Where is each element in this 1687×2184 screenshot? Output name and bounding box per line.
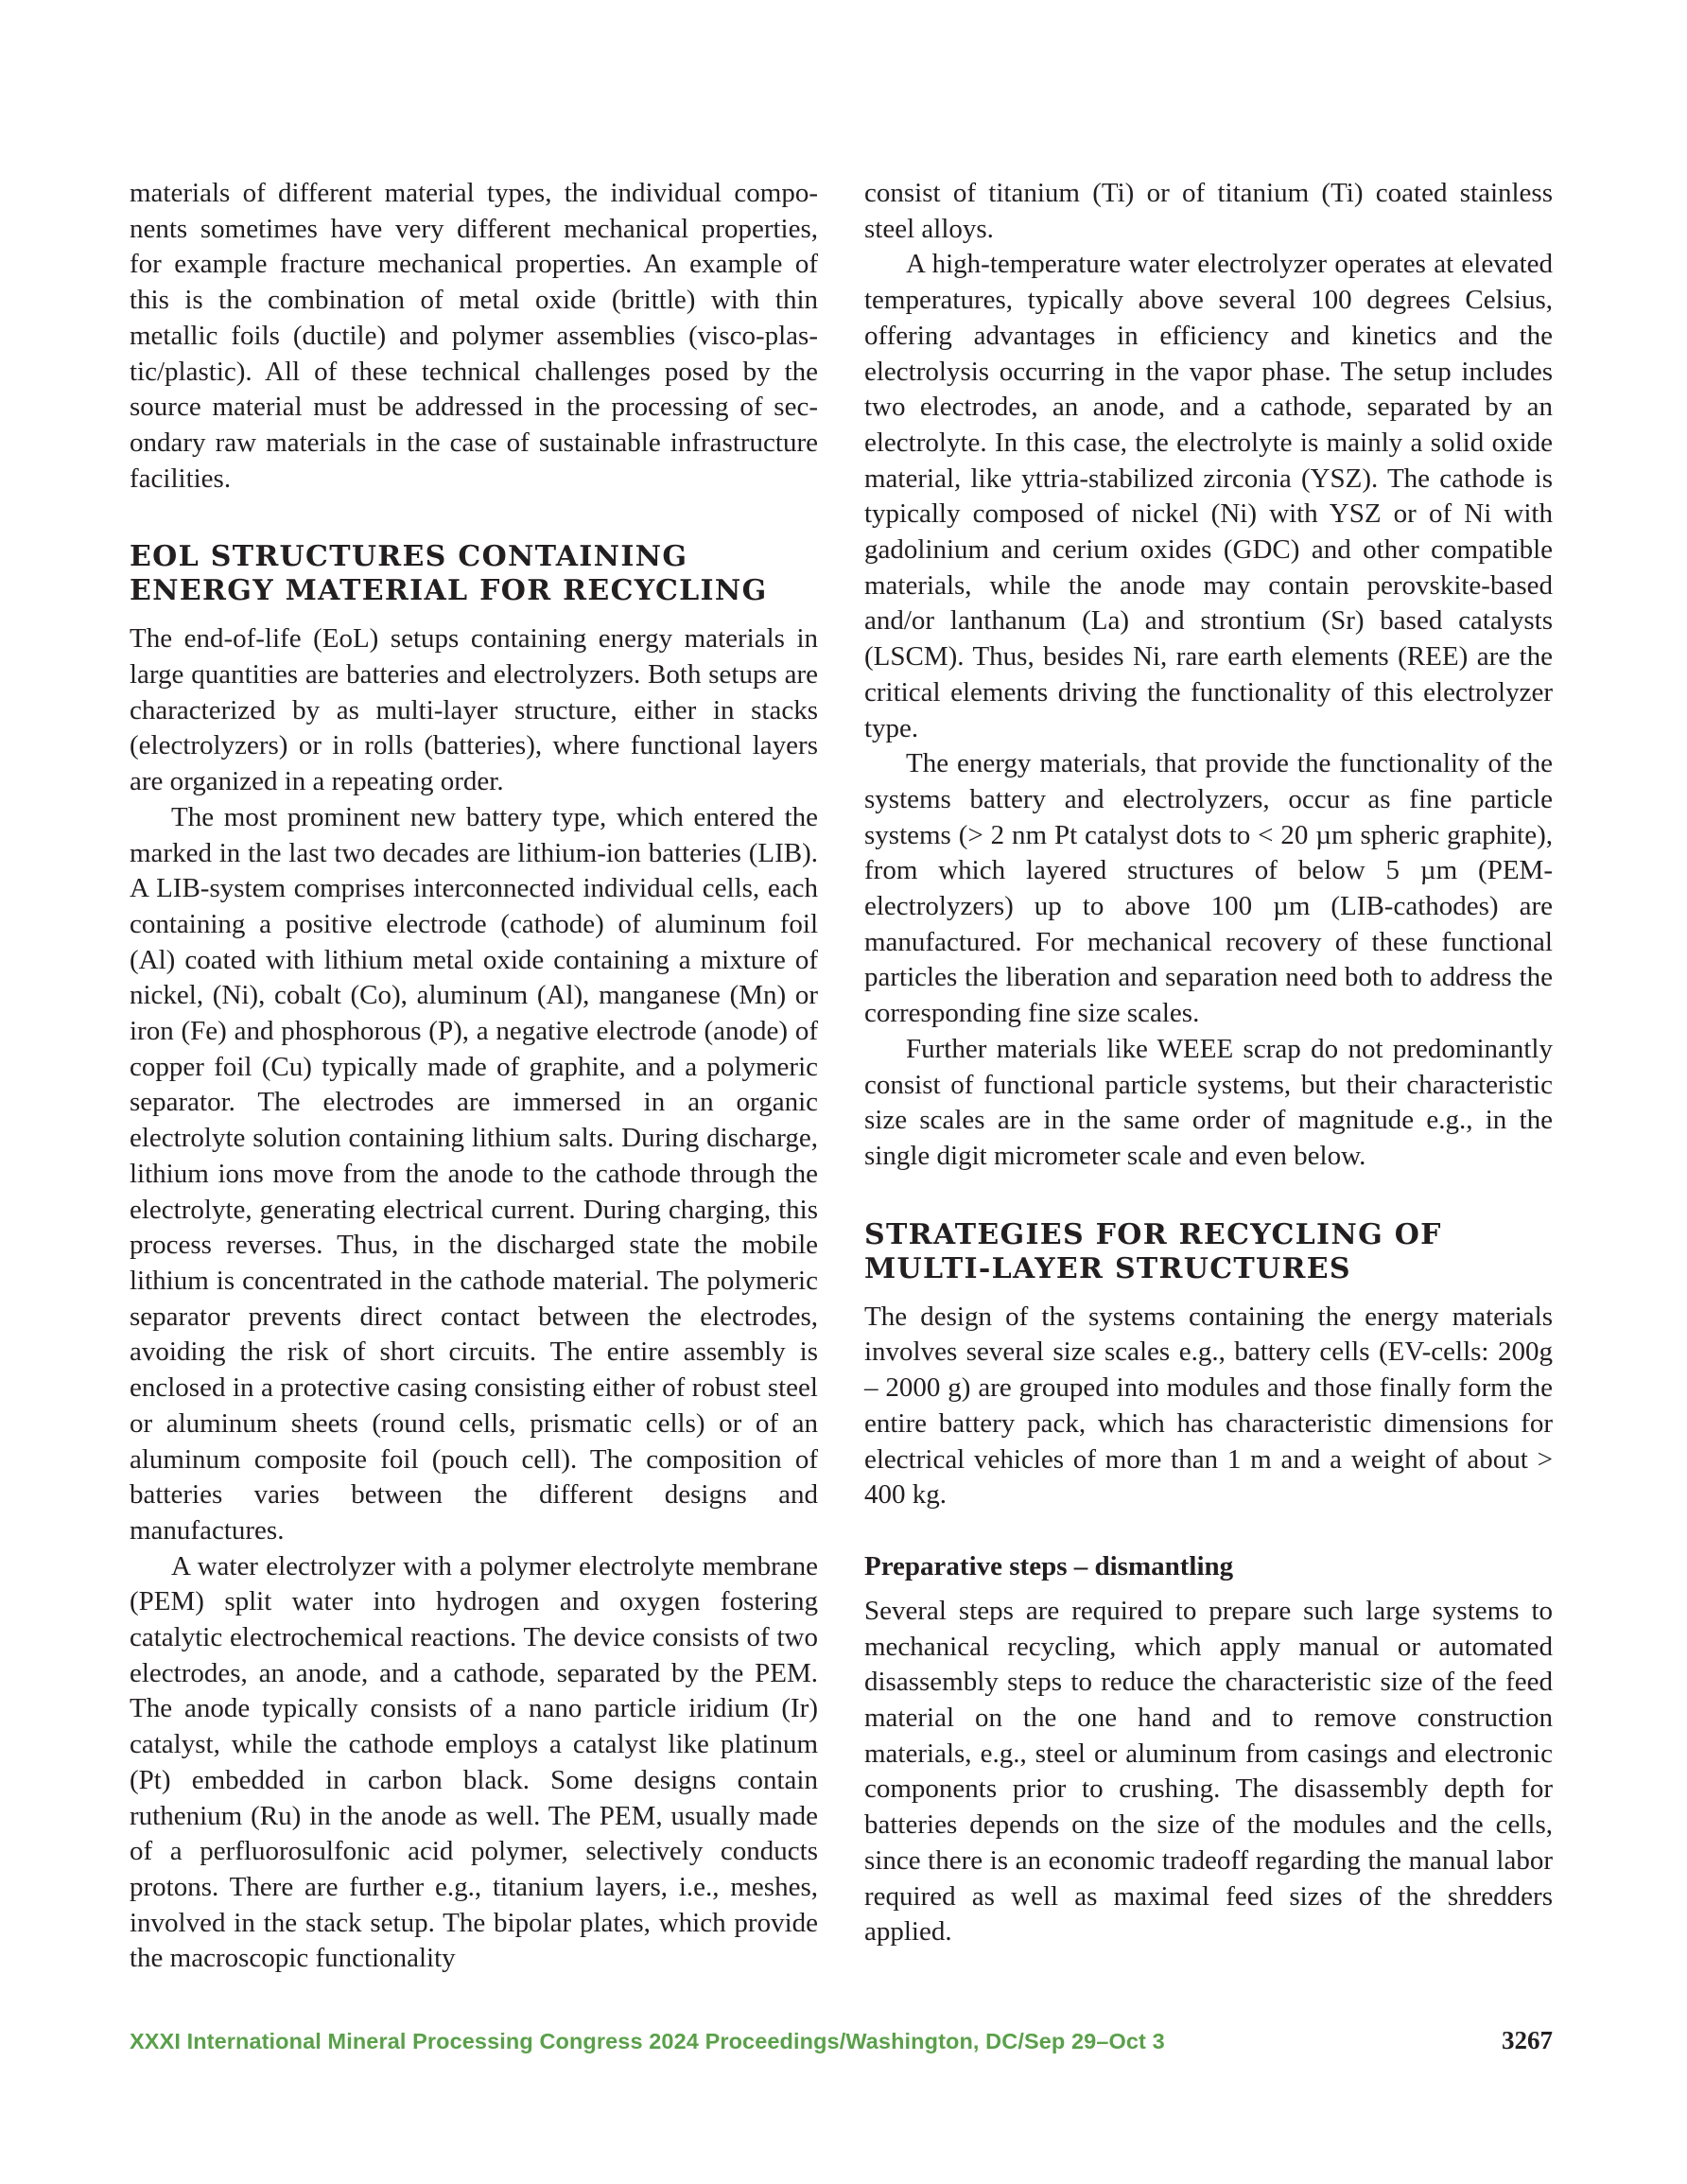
section-heading: EOL STRUCTURES CONTAINING ENERGY MATERIAL FOR RECYCLING (130, 540, 768, 608)
subsection-heading: Preparative steps – dismantling (864, 1550, 1234, 1581)
paragraph: Further materials like WEEE scrap do not predominantly consist of functional particle systems, but their characteristic size scales are in the same order of magnitude e.g., in the single digit micrometer scale and even below. (864, 1033, 1553, 1171)
paragraph: The end-of-life (EoL) setups containing energy materials in large quantities are batteries and electrolyzers. Both setups are characterized by as multi-layer structure, either in stacks (electrolyzers) or in rolls (batteries), where functional layers are organized in a repeating order. (130, 623, 818, 797)
paragraph: The energy materials, that provide the functionality of the systems battery and electrolyzers, occur as fine particle systems (> 2 nm Pt catalyst dots to < 20 µm spheric graphite), from which layered structures of below 5 µm (PEM-electrolyzers) up to above 100 µm (LIB-cathodes) are manufactured. For mechanical recovery of these functional particles the liberation and separation need both to address the corresponding fine size scales. (864, 748, 1553, 1029)
page-footer (130, 2026, 1553, 2067)
paragraph: A high-temperature water electrolyzer operates at elevated temperatures, typically above several 100 degrees Celsius, offering advantages in efficiency and kinetics and the electrolysis occurring in the vapor phase. The setup includes two electrodes, an anode, and a cathode, separated by an electrolyte. In this case, the electrolyte is mainly a solid oxide material, like yttria-stabilized zirconia (YSZ). The cathode is typically composed of nickel (Ni) with YSZ or of Ni with gadolinium and cerium oxides (GDC) and other compatible materials, while the anode may contain perovskite-based and/or lanthanum (La) and strontium (Sr) based catalysts (LSCM). Thus, besides Ni, rare earth elements (REE) are the critical elements driving the functionality of this electrolyzer type. (864, 249, 1553, 743)
footer-proceedings-title: XXXI International Mineral Processing Congress 2024 Proceedings/Washington, DC/Sep 29–Oct 3 (130, 2029, 1165, 2053)
paragraph: consist of titanium (Ti) or of titanium (Ti) coated stainless steel alloys. (864, 178, 1553, 244)
paragraph: materials of different material types, the individual components sometimes have very different mechanical properties, for example fracture mechanical properties. An example of this is the combination of metal oxide (brittle) with thin metallic foils (ductile) and polymer assemblies (visco-plastic/plastic). All of these technical challenges posed by the source material must be addressed in the processing of secondary raw materials in the case of sustainable infrastructure facilities. (130, 178, 818, 494)
page-number: 3267 (1502, 2026, 1553, 2054)
paragraph: The design of the systems containing the energy materials involves several size scales e.g., battery cells (EV-cells: 200g – 2000 g) are grouped into modules and those finally form the entire battery pack, which has characteristic dimensions for electrical vehicles of more than 1 m and a weight of about > 400 kg. (864, 1301, 1553, 1511)
right-column (864, 176, 1553, 1950)
section-heading: STRATEGIES FOR RECYCLING OF MULTI-LAYER STRUCTURES (864, 1217, 1442, 1285)
paragraph: Several steps are required to prepare such large systems to mechanical recycling, which apply manual or automated disassembly steps to reduce the characteristic size of the feed material on the one hand and to remove construction materials, e.g., steel or aluminum from casings and electronic components prior to crushing. The disassembly depth for batteries depends on the size of the modules and the cells, since there is an economic tradeoff regarding the manual labor required as well as maximal feed sizes of the shredders applied. (864, 1595, 1553, 1948)
left-column (130, 176, 818, 1977)
paragraph: A water electrolyzer with a polymer electrolyte membrane (PEM) split water into hydrogen and oxygen fostering catalytic electrochemical reactions. The device consists of two electrodes, an anode, and a cathode, separated by the PEM. The anode typically consists of a nano particle iridium (Ir) catalyst, while the cathode employs a catalyst like platinum (Pt) embedded in carbon black. Some designs contain ruthenium (Ru) in the anode as well. The PEM, usually made of a perfluorosulfonic acid polymer, selectively conducts protons. There are further e.g., titanium layers, i.e., meshes, involved in the stack setup. The bipolar plates, which provide the macroscopic functionality (130, 1550, 818, 1974)
paragraph: The most prominent new battery type, which entered the marked in the last two decades are lithium-ion batteries (LIB). A LIB-system comprises interconnected individual cells, each containing a positive electrode (cathode) of aluminum foil (Al) coated with lithium metal oxide containing a mixture of nickel, (Ni), cobalt (Co), aluminum (Al), manganese (Mn) or iron (Fe) and phosphorous (P), a negative electrode (anode) of copper foil (Cu) typically made of graphite, and a polymeric separator. The electrodes are immersed in an organic electrolyte solution containing lithium salts. During discharge, lithium ions move from the anode to the cathode through the electrolyte, generating electrical current. During charging, this process reverses. Thus, in the discharged state the mobile lithium is concentrated in the cathode material. The polymeric separator prevents direct contact between the electrodes, avoiding the risk of short circuits. The entire assembly is enclosed in a protective casing consisting either of robust steel or aluminum sheets (round cells, prismatic cells) or of an aluminum composite foil (pouch cell). The composition of batteries varies between the different designs and manufactures. (130, 801, 818, 1546)
